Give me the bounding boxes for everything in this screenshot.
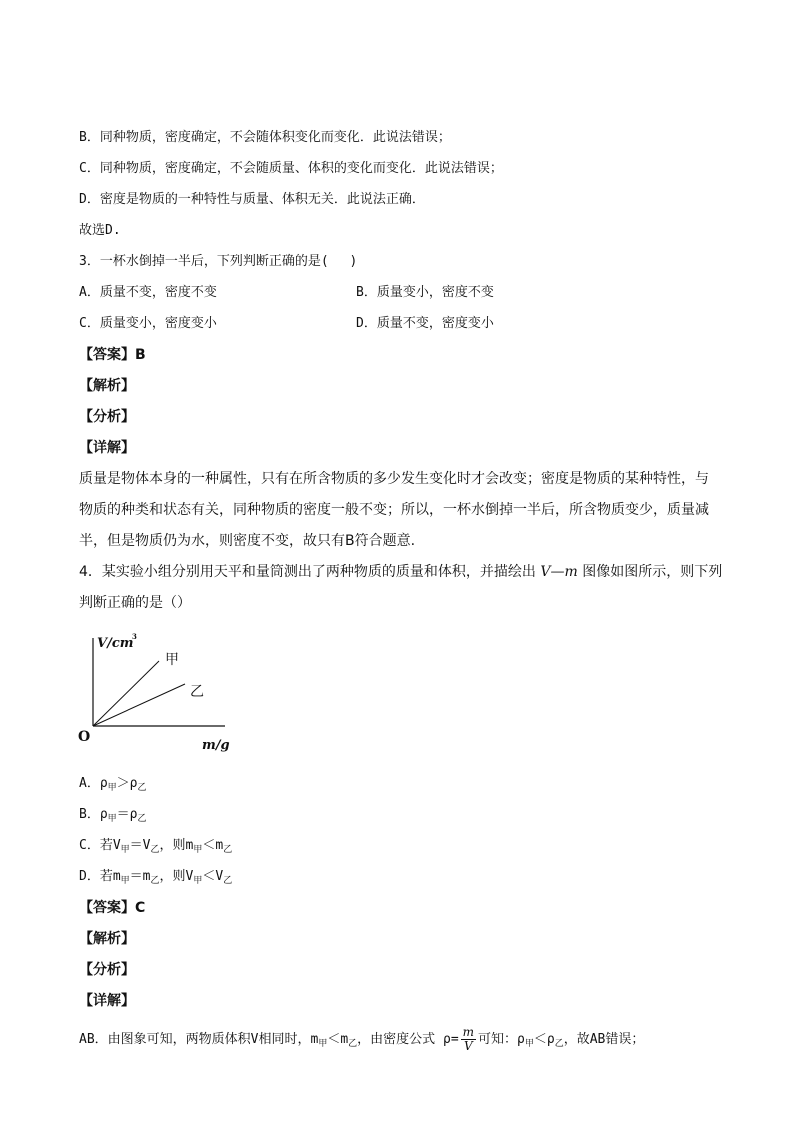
q4-option-d: D．若$m_甲=m_乙$，则$V_甲<V_乙$ (79, 869, 233, 886)
q4-stem-post: 图像如图所示，则下列 (577, 564, 723, 580)
label-jia: 甲 (165, 652, 179, 668)
q3-stem: 3．一杯水倒掉一半后，下列判断正确的是( ) (79, 254, 358, 269)
q3-option-c: C．质量变小，密度变小 (79, 316, 217, 331)
q4-option-b: B．$\rho_甲=\rho_乙$ (79, 807, 147, 824)
q3-answer: 【答案】B (79, 347, 146, 363)
q3-jiexi-heading: 【解析】 (79, 378, 135, 394)
q4-xiangjie-heading: 【详解】 (79, 993, 135, 1009)
q3-option-b: B．质量变小，密度不变 (356, 285, 494, 300)
prev-option-c-explanation: C．同种物质，密度确定，不会随质量、体积的变化而变化．此说法错误； (79, 161, 503, 176)
q4-stem-line2: 判断正确的是（） (79, 595, 191, 611)
line-jia (93, 661, 159, 726)
y-axis-label-sup: 3 (132, 632, 137, 641)
prev-option-d-explanation: D．密度是物质的一种特性与质量、体积无关．此说法正确． (79, 192, 425, 207)
prev-choice: 故选D. (79, 223, 121, 238)
line-yi (93, 684, 185, 726)
q4-detail-ab: AB．由图象可知，两物质体积V相同时，$m_甲<m_乙$，由密度公式 ρ= $\frac{m}{V}$ 可知：$\rho_甲<\rho_乙$，故AB错误； (79, 1025, 645, 1053)
q4-vm-graph (75, 628, 255, 758)
q3-option-a: A．质量不变，密度不变 (79, 285, 217, 300)
label-yi: 乙 (190, 684, 204, 700)
q4-option-a: A．$\rho_甲>\rho_乙$ (79, 776, 147, 793)
q3-xiangjie-heading: 【详解】 (79, 440, 135, 456)
y-axis-label: V/cm (97, 636, 134, 651)
origin-label: O (78, 729, 91, 745)
q4-option-c: C．若$V_甲=V_乙$，则$m_甲<m_乙$ (79, 838, 233, 855)
q4-stem-var: V—m (540, 564, 578, 580)
prev-option-b-explanation: B．同种物质，密度确定，不会随体积变化而变化．此说法错误； (79, 130, 451, 145)
q4-jiexi-heading: 【解析】 (79, 931, 135, 947)
q3-detail-paragraph: 质量是物体本身的一种属性，只有在所含物质的多少发生变化时才会改变；密度是物质的某种特性，与物质的种类和状态有关，同种物质的密度一般不变；所以，一杯水倒掉一半后，所含物质变少，质量减半，但是物质仍为水，则密度不变，故只有B符合题意. (79, 471, 709, 549)
x-axis-label: m/g (202, 738, 230, 753)
q4-answer: 【答案】C (79, 900, 146, 916)
q4-fenxi-heading: 【分析】 (79, 962, 135, 978)
q3-option-d: D．质量不变，密度变小 (356, 316, 494, 331)
q3-fenxi-heading: 【分析】 (79, 409, 135, 425)
q4-stem-line1 (79, 562, 722, 582)
q4-stem-pre: 4．某实验小组分别用天平和量筒测出了两种物质的质量和体积，并描绘出 (79, 564, 541, 580)
density-formula-fraction: $\frac{m}{V}$ (462, 1025, 475, 1053)
